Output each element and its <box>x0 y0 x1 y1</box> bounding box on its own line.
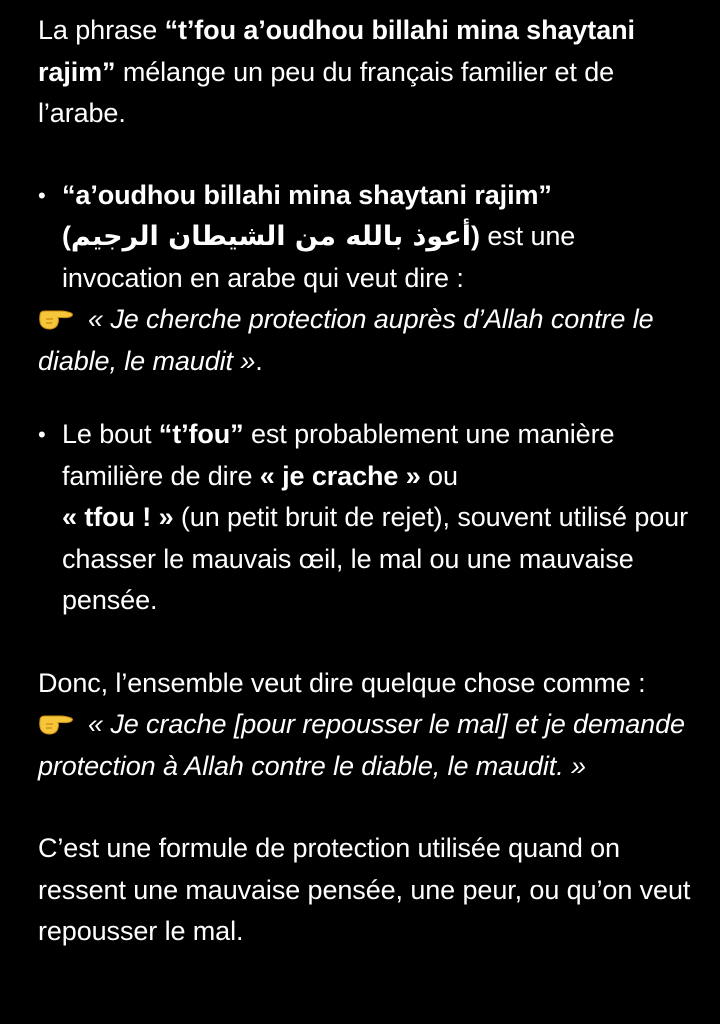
backhand-index-pointing-right-icon <box>38 306 74 332</box>
intro-paragraph <box>38 10 692 135</box>
tfou-bold-2: « je crache » <box>259 460 421 491</box>
tfou-bold-3: « tfou ! » <box>62 502 174 532</box>
paren-close: ) <box>471 221 480 251</box>
backhand-index-pointing-right-icon <box>38 711 74 737</box>
bullet-item-invocation <box>38 175 692 300</box>
conclusion-text: Donc, l’ensemble veut dire quelque chose comme : <box>38 667 646 698</box>
tfou-text <box>62 414 692 622</box>
bullet-marker: • <box>38 182 46 208</box>
paren-open: ( <box>62 221 71 251</box>
tfou-text-3: ou <box>420 460 458 491</box>
translation-quote: « Je cherche protection auprès d’Allah contre le diable, le maudit » <box>38 304 654 376</box>
invocation-text <box>62 175 692 300</box>
bullet-item-tfou <box>38 414 692 622</box>
arabic-phrase: أعوذ بالله من الشيطان الرجيم <box>70 221 472 252</box>
invocation-translation <box>38 299 692 382</box>
intro-phrase: “t’fou a’oudhou billahi mina shaytani rajim” <box>38 15 635 87</box>
tfou-bold-1: “t’fou” <box>158 419 244 449</box>
conclusion-quote: « Je crache [pour repousser le mal] et je demande protection à Allah contre le diable, le maudit. » <box>38 709 685 781</box>
intro-text-end: mélange un peu du français familier et de l’arabe. <box>38 56 615 128</box>
invocation-meaning: est une invocation en arabe qui veut dire : <box>62 221 576 293</box>
final-paragraph: C’est une formule de protection utilisée quand on ressent une mauvaise pensée, une peur, ou qu’on veut repousser le mal. <box>38 833 691 946</box>
tfou-text-2: est probablement une manière familière de dire <box>62 419 615 491</box>
tfou-text-1: Le bout <box>62 419 159 449</box>
conclusion-paragraph <box>38 663 692 788</box>
bullet-marker: • <box>38 422 46 447</box>
translation-end: . <box>255 345 263 376</box>
intro-text: La phrase <box>38 15 165 45</box>
invocation-phrase: “a’oudhou billahi mina shaytani rajim” <box>62 179 552 210</box>
tfou-text-4: (un petit bruit de rejet), souvent utilisé pour chasser le mauvais œil, le mal ou une mauvaise pensée. <box>62 502 688 615</box>
